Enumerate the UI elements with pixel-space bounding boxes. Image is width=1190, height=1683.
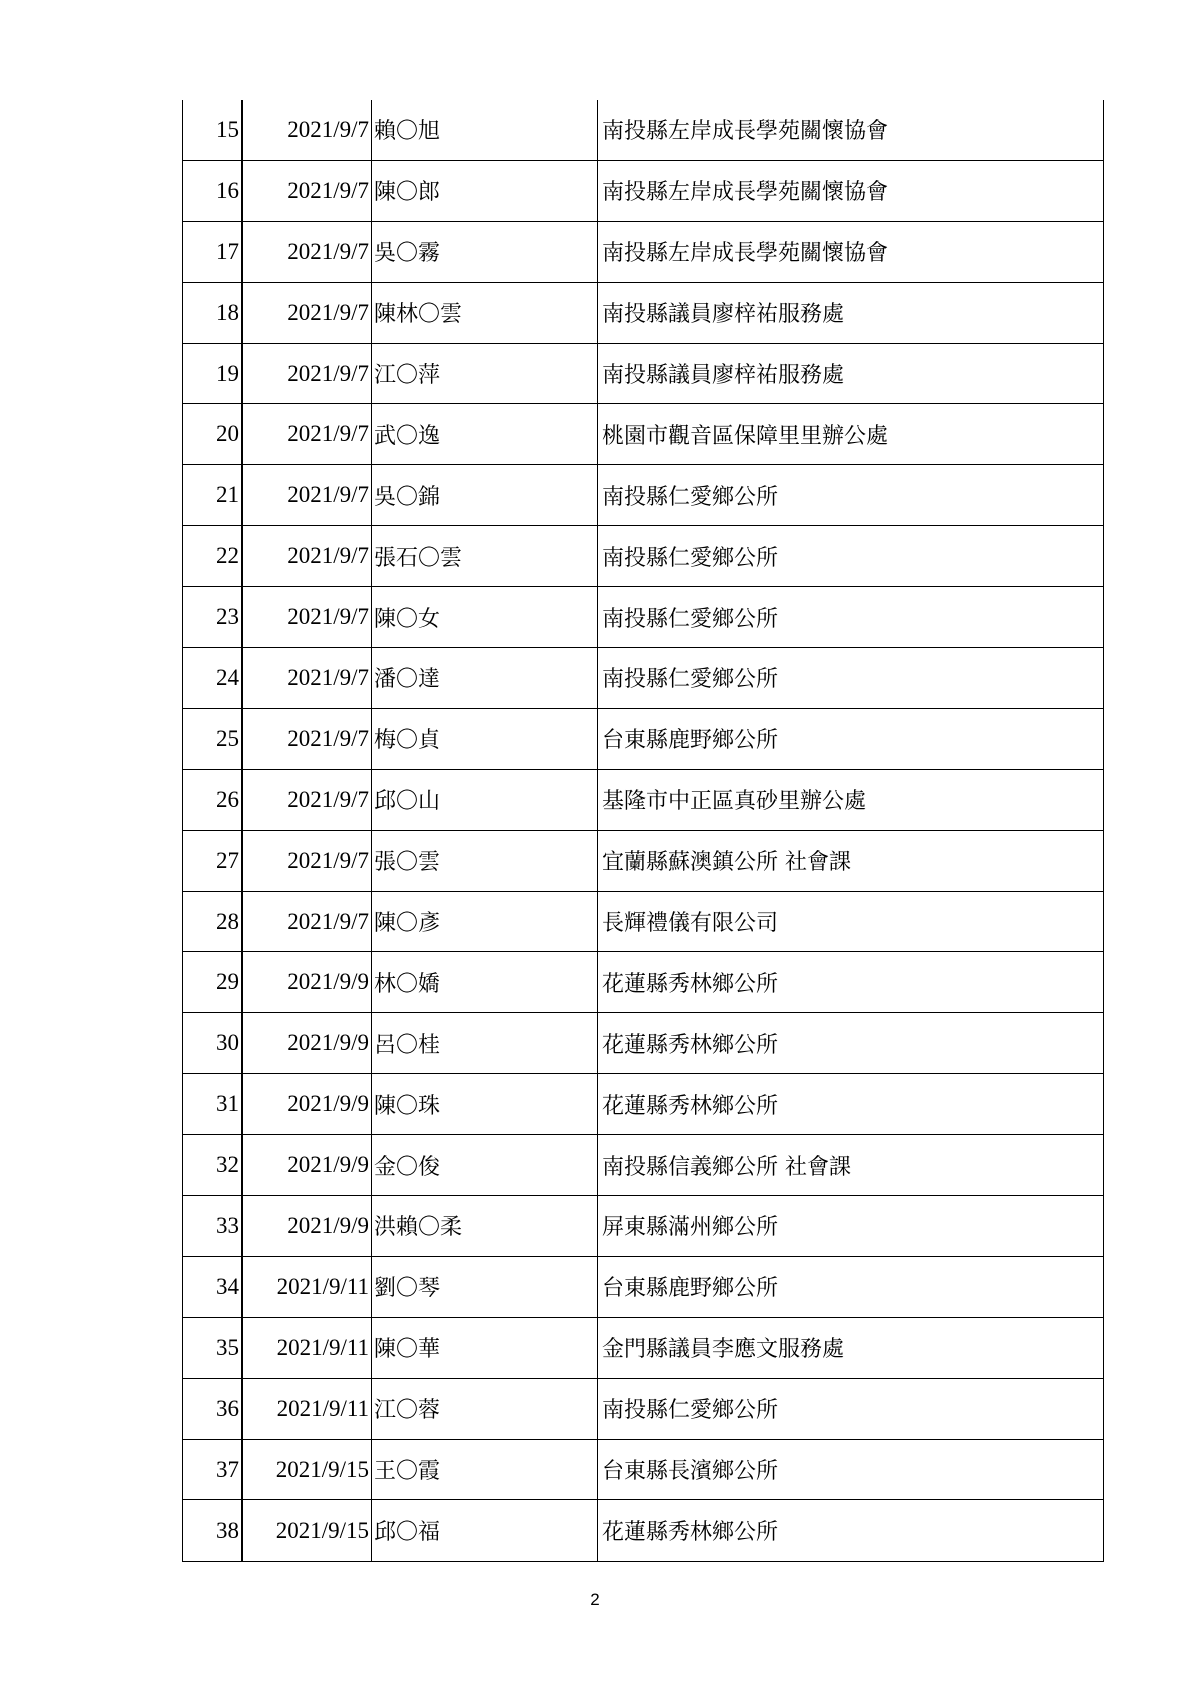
name-cell: 金〇俊 (372, 1135, 598, 1195)
name-cell: 洪賴〇柔 (372, 1196, 598, 1256)
table-row (183, 1257, 1103, 1318)
row-number-cell: 23 (183, 587, 243, 647)
row-number-cell: 29 (183, 952, 243, 1012)
table-row (183, 952, 1103, 1013)
name-cell: 陳〇郎 (372, 161, 598, 221)
organization-cell: 南投縣左岸成長學苑關懷協會 (602, 180, 889, 206)
organization-cell: 南投縣仁愛鄉公所 (602, 667, 779, 693)
table-row (183, 587, 1103, 648)
table-row (183, 770, 1103, 831)
date-cell: 2021/9/15 (243, 1440, 372, 1500)
name-cell: 陳〇彥 (372, 892, 598, 952)
name-cell: 陳〇華 (372, 1318, 598, 1378)
organization-cell: 花蓮縣秀林鄉公所 (602, 1093, 779, 1119)
row-number-cell: 20 (183, 404, 243, 464)
row-number-cell: 21 (183, 465, 243, 525)
organization-cell: 台東縣長濱鄉公所 (602, 1459, 779, 1485)
date-cell: 2021/9/15 (243, 1500, 372, 1561)
table-row (183, 404, 1103, 465)
organization-cell: 花蓮縣秀林鄉公所 (602, 1520, 779, 1546)
organization-cell: 台東縣鹿野鄉公所 (602, 1276, 779, 1302)
row-number-cell: 19 (183, 344, 243, 404)
name-cell: 梅〇貞 (372, 709, 598, 769)
name-cell: 王〇霞 (372, 1440, 598, 1500)
date-cell: 2021/9/9 (243, 1074, 372, 1134)
row-number-cell: 31 (183, 1074, 243, 1134)
name-cell: 賴〇旭 (372, 100, 598, 160)
table-row (183, 526, 1103, 587)
row-number-cell: 26 (183, 770, 243, 830)
name-cell: 陳〇珠 (372, 1074, 598, 1134)
name-cell: 邱〇福 (372, 1500, 598, 1561)
page-number: 2 (590, 1590, 600, 1609)
name-cell: 邱〇山 (372, 770, 598, 830)
organization-cell: 南投縣仁愛鄉公所 (602, 484, 779, 510)
row-number-cell: 28 (183, 892, 243, 952)
organization-cell: 南投縣信義鄉公所 社會課 (602, 1154, 851, 1180)
organization-cell: 基隆市中正區真砂里辦公處 (602, 789, 867, 815)
date-cell: 2021/9/9 (243, 1135, 372, 1195)
name-cell: 張〇雲 (372, 831, 598, 891)
date-cell: 2021/9/7 (243, 283, 372, 343)
name-cell: 陳〇女 (372, 587, 598, 647)
name-cell: 呂〇桂 (372, 1013, 598, 1073)
organization-cell: 金門縣議員李應文服務處 (602, 1337, 845, 1363)
table-row (183, 161, 1103, 222)
organization-cell: 南投縣議員廖梓祐服務處 (602, 302, 845, 328)
name-cell: 江〇萍 (372, 344, 598, 404)
table-row (183, 344, 1103, 405)
date-cell: 2021/9/7 (243, 709, 372, 769)
date-cell: 2021/9/7 (243, 526, 372, 586)
date-cell: 2021/9/9 (243, 1196, 372, 1256)
date-cell: 2021/9/7 (243, 648, 372, 708)
organization-cell: 宜蘭縣蘇澳鎮公所 社會課 (602, 850, 851, 876)
row-number-cell: 22 (183, 526, 243, 586)
date-cell: 2021/9/7 (243, 100, 372, 160)
name-cell: 潘〇達 (372, 648, 598, 708)
row-number-cell: 34 (183, 1257, 243, 1317)
organization-cell: 長輝禮儀有限公司 (602, 911, 779, 937)
date-cell: 2021/9/7 (243, 404, 372, 464)
table-row (183, 1196, 1103, 1257)
organization-cell: 桃園市觀音區保障里里辦公處 (602, 423, 889, 449)
name-cell: 林〇嬌 (372, 952, 598, 1012)
table-row (183, 1318, 1103, 1379)
row-number-cell: 36 (183, 1379, 243, 1439)
table-row (183, 222, 1103, 283)
date-cell: 2021/9/7 (243, 831, 372, 891)
name-cell: 劉〇琴 (372, 1257, 598, 1317)
organization-cell: 屏東縣滿州鄉公所 (602, 1215, 779, 1241)
organization-cell: 南投縣仁愛鄉公所 (602, 1398, 779, 1424)
date-cell: 2021/9/7 (243, 892, 372, 952)
name-cell: 江〇蓉 (372, 1379, 598, 1439)
table-row (183, 1013, 1103, 1074)
organization-cell: 花蓮縣秀林鄉公所 (602, 1032, 779, 1058)
name-cell: 張石〇雲 (372, 526, 598, 586)
table-row (183, 648, 1103, 709)
row-number-cell: 35 (183, 1318, 243, 1378)
name-cell: 吳〇霧 (372, 222, 598, 282)
organization-cell: 南投縣仁愛鄉公所 (602, 545, 779, 571)
row-number-cell: 32 (183, 1135, 243, 1195)
row-number-cell: 33 (183, 1196, 243, 1256)
organization-cell: 花蓮縣秀林鄉公所 (602, 971, 779, 997)
date-cell: 2021/9/11 (243, 1257, 372, 1317)
date-cell: 2021/9/7 (243, 161, 372, 221)
row-number-cell: 30 (183, 1013, 243, 1073)
organization-cell: 台東縣鹿野鄉公所 (602, 728, 779, 754)
table-row (183, 1500, 1103, 1561)
organization-cell: 南投縣左岸成長學苑關懷協會 (602, 241, 889, 267)
table-row (183, 465, 1103, 526)
row-number-cell: 38 (183, 1500, 243, 1561)
row-number-cell: 24 (183, 648, 243, 708)
name-cell: 武〇逸 (372, 404, 598, 464)
name-cell: 陳林〇雲 (372, 283, 598, 343)
row-number-cell: 16 (183, 161, 243, 221)
date-cell: 2021/9/7 (243, 587, 372, 647)
organization-cell: 南投縣左岸成長學苑關懷協會 (602, 119, 889, 145)
table-row (183, 892, 1103, 953)
date-cell: 2021/9/9 (243, 952, 372, 1012)
date-cell: 2021/9/11 (243, 1318, 372, 1378)
table-row (183, 283, 1103, 344)
date-cell: 2021/9/7 (243, 344, 372, 404)
name-cell: 吳〇錦 (372, 465, 598, 525)
table-row (183, 1074, 1103, 1135)
row-number-cell: 25 (183, 709, 243, 769)
records-table (182, 100, 1104, 1562)
organization-cell: 南投縣議員廖梓祐服務處 (602, 363, 845, 388)
date-cell: 2021/9/7 (243, 770, 372, 830)
row-number-cell: 15 (183, 100, 243, 160)
date-cell: 2021/9/9 (243, 1013, 372, 1073)
table-row (183, 709, 1103, 770)
date-cell: 2021/9/7 (243, 222, 372, 282)
row-number-cell: 27 (183, 831, 243, 891)
date-cell: 2021/9/11 (243, 1379, 372, 1439)
row-number-cell: 17 (183, 222, 243, 282)
row-number-cell: 37 (183, 1440, 243, 1500)
table-row (183, 831, 1103, 892)
table-row (183, 1379, 1103, 1440)
date-cell: 2021/9/7 (243, 465, 372, 525)
table-row (183, 1440, 1103, 1501)
organization-cell: 南投縣仁愛鄉公所 (602, 606, 779, 632)
row-number-cell: 18 (183, 283, 243, 343)
table-row (183, 100, 1103, 161)
table-row (183, 1135, 1103, 1196)
